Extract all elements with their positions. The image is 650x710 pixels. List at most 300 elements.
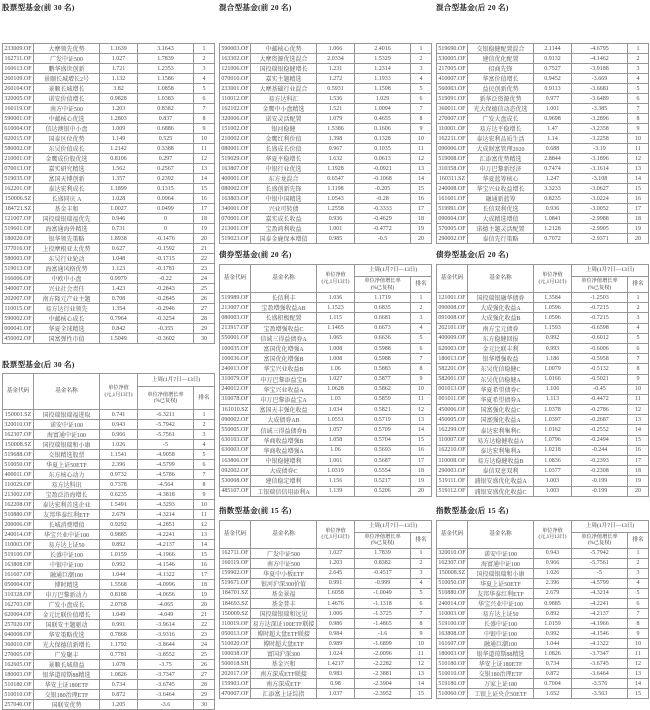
rank-cell: 9 bbox=[628, 629, 649, 639]
fund-name-cell: 工银瑞信信用添利A bbox=[251, 486, 317, 496]
fund-name-cell: 易方达科汇 bbox=[251, 94, 317, 104]
rank-cell: 16 bbox=[411, 194, 432, 204]
rank-cell: 2 bbox=[628, 303, 649, 313]
fund-name-cell: 华宝兴业收益增长 bbox=[468, 184, 534, 194]
table-section-hybrid-bottom20 bbox=[436, 3, 648, 244]
growth-cell: -4.1322 bbox=[572, 639, 628, 649]
growth-cell: -0.5 bbox=[355, 234, 411, 244]
fund-name-cell: 上投摩根亚太优势 bbox=[34, 244, 100, 254]
nav-cell: 0.734 bbox=[534, 659, 572, 669]
nav-cell: 1.113 bbox=[534, 394, 572, 404]
fund-code-cell: 151002.OF bbox=[221, 125, 249, 132]
table-row bbox=[220, 234, 432, 244]
nav-cell: 1.1541 bbox=[100, 450, 138, 460]
header-fund-code: 基金代码 bbox=[437, 265, 468, 293]
growth-cell: -1.2503 bbox=[572, 293, 628, 303]
fund-code-cell: 470007.OF bbox=[220, 689, 251, 699]
header-growth: 单位净值增长率 (%已复权) bbox=[138, 387, 194, 410]
fund-name-cell: 国投瑞银瑞福优先 bbox=[34, 214, 100, 224]
rank-cell: 15 bbox=[628, 184, 649, 194]
fund-name-cell: 华富价值增长 bbox=[468, 74, 534, 84]
rank-cell: 29 bbox=[194, 324, 215, 334]
growth-cell: -4.1966 bbox=[138, 550, 194, 560]
fund-code-cell: 070010.OF bbox=[221, 75, 249, 82]
fund-code-cell: 320005.OF bbox=[4, 95, 32, 102]
fund-code-cell: 180003.OF bbox=[4, 671, 32, 678]
table-row bbox=[220, 689, 432, 699]
table-row bbox=[3, 294, 215, 304]
growth-cell: 3.1643 bbox=[138, 44, 194, 54]
table-row bbox=[437, 394, 649, 404]
table-row bbox=[437, 224, 649, 234]
fund-name-cell: 易方达稳健收益A bbox=[468, 435, 534, 445]
nav-cell: 0.7527 bbox=[534, 64, 572, 74]
rank-cell: 23 bbox=[194, 630, 215, 640]
fund-name-cell: 南方中证500 bbox=[34, 104, 100, 114]
fund-name-cell: 国投瑞银瑞和小康 bbox=[34, 440, 100, 450]
nav-cell: 0.734 bbox=[100, 680, 138, 690]
rank-cell: 4 bbox=[628, 323, 649, 333]
nav-cell: 1.2142 bbox=[100, 144, 138, 154]
fund-name-cell: 宝盈泛沿海增长 bbox=[34, 490, 100, 500]
rank-cell: 14 bbox=[628, 174, 649, 184]
fund-name-cell: 中银中证100 bbox=[468, 629, 534, 639]
rank-cell: 11 bbox=[411, 649, 432, 659]
fund-name-cell: 博时超大盘ETF联接 bbox=[251, 629, 317, 639]
nav-cell: 0.984 bbox=[317, 629, 355, 639]
rank-cell: 30 bbox=[194, 334, 215, 344]
nav-cell: 0.9732 bbox=[100, 470, 138, 480]
fund-code-cell: 510050.OF bbox=[437, 578, 468, 588]
growth-cell: -4.3214 bbox=[572, 588, 628, 598]
fund-code-cell: 519035.OF bbox=[4, 175, 32, 182]
rank-cell: 12 bbox=[411, 405, 432, 415]
table-section-hybrid-top20 bbox=[219, 3, 431, 244]
fund-name-cell: 万家上证180 bbox=[468, 679, 534, 689]
table-row bbox=[3, 184, 215, 194]
table-row bbox=[437, 134, 649, 144]
fund-table bbox=[2, 373, 215, 710]
growth-cell: 1.1586 bbox=[138, 74, 194, 84]
table-row bbox=[220, 174, 432, 184]
table-row bbox=[3, 660, 215, 670]
title-table-gap bbox=[2, 12, 214, 43]
table-row bbox=[220, 84, 432, 94]
rank-cell: 13 bbox=[411, 164, 432, 174]
fund-code-cell: 360011.OF bbox=[437, 104, 468, 114]
rank-cell: 14 bbox=[411, 679, 432, 689]
header-fund-code: 基金代码 bbox=[437, 520, 468, 548]
growth-cell: -4.065 bbox=[138, 600, 194, 610]
fund-code-cell: 161607.OF bbox=[437, 639, 468, 649]
fund-name-cell: 大成精选增值 bbox=[468, 214, 534, 224]
header-fund-name: 基金名称 bbox=[468, 520, 534, 548]
nav-cell: 1.036 bbox=[317, 293, 355, 303]
table-row bbox=[3, 450, 215, 460]
nav-cell: 0.967 bbox=[317, 144, 355, 154]
fund-name-cell: 宝盈增强收益AB bbox=[251, 303, 317, 313]
nav-cell: 0.943 bbox=[534, 548, 572, 558]
table-row bbox=[3, 610, 215, 620]
nav-cell: 1.0027 bbox=[100, 204, 138, 214]
fund-name-cell: 兴业可转债 bbox=[251, 204, 317, 214]
nav-cell: 1.0159 bbox=[100, 550, 138, 560]
nav-cell: 1.0079 bbox=[534, 364, 572, 374]
table-row bbox=[437, 54, 649, 64]
table-row bbox=[3, 264, 215, 274]
rank-cell: 18 bbox=[194, 580, 215, 590]
fund-code-cell: 180013.OF bbox=[437, 354, 468, 364]
fund-name-cell: 中邮核心优势 bbox=[251, 44, 317, 54]
table-row bbox=[437, 598, 649, 608]
table-row bbox=[220, 669, 432, 679]
nav-cell: 1.247 bbox=[534, 174, 572, 184]
rank-cell: 30 bbox=[194, 700, 215, 710]
fund-table bbox=[436, 264, 649, 497]
fund-name-cell: 海富通风格优势 bbox=[34, 264, 100, 274]
table-row bbox=[3, 234, 215, 244]
fund-name-cell: 浦银安盛优化收益C bbox=[468, 486, 534, 496]
fund-code-cell: 213002.OF bbox=[4, 491, 32, 498]
fund-code-cell: 519023.OF bbox=[221, 235, 249, 242]
rank-cell: 7 bbox=[628, 104, 649, 114]
fund-table bbox=[219, 520, 432, 700]
growth-cell: 0.0964 bbox=[138, 194, 194, 204]
fund-name-cell: 东吴价值成长 bbox=[34, 144, 100, 154]
fund-name-cell: 国联安优势 bbox=[34, 700, 100, 710]
nav-cell: 0.731 bbox=[100, 224, 138, 234]
rank-cell: 14 bbox=[411, 174, 432, 184]
rank-cell: 14 bbox=[411, 425, 432, 435]
nav-cell: 1.139 bbox=[317, 486, 355, 496]
header-nav: 单位净值 (元,1月13日) bbox=[317, 265, 355, 293]
growth-cell: -0.6006 bbox=[572, 343, 628, 353]
fund-name-cell: 华夏上证50ETF bbox=[468, 578, 534, 588]
fund-name-cell: 大摩基础行业混合 bbox=[251, 84, 317, 94]
rank-cell: 4 bbox=[411, 74, 432, 84]
table-row bbox=[3, 500, 215, 510]
table-row bbox=[220, 659, 432, 669]
growth-cell: -5.7942 bbox=[138, 420, 194, 430]
nav-cell: 1.006 bbox=[317, 609, 355, 619]
table-title: 混合型基金(前 20 名) bbox=[219, 3, 292, 12]
rank-cell: 7 bbox=[628, 354, 649, 364]
rank-cell: 24 bbox=[194, 274, 215, 284]
nav-cell: 1.0397 bbox=[534, 415, 572, 425]
table-row bbox=[220, 679, 432, 689]
growth-cell: -3.9614 bbox=[138, 620, 194, 630]
fund-code-cell: 000041.OF bbox=[4, 325, 32, 332]
fund-name-cell: 长盛同庆 A bbox=[34, 194, 100, 204]
nav-cell: 2.396 bbox=[534, 578, 572, 588]
fund-code-cell: 040008.OF bbox=[4, 631, 32, 638]
fund-code-cell: 100038.OF bbox=[220, 649, 251, 659]
rank-cell: 8 bbox=[628, 114, 649, 124]
nav-cell: 0.9698 bbox=[534, 114, 572, 124]
fund-name-cell: 金元比联价值增长 bbox=[34, 610, 100, 620]
rank-cell: 22 bbox=[194, 620, 215, 630]
table-row bbox=[3, 570, 215, 580]
table-row bbox=[220, 293, 432, 303]
growth-cell: 0.5693 bbox=[355, 445, 411, 455]
growth-cell: -3.6 bbox=[138, 700, 194, 710]
fund-name-cell: 广发聚丰 bbox=[34, 650, 100, 660]
table-body bbox=[437, 548, 649, 699]
rank-cell: 14 bbox=[628, 425, 649, 435]
fund-name-cell: 国投瑞银融华债券 bbox=[468, 293, 534, 303]
fund-code-cell: 070001.OF bbox=[221, 215, 249, 222]
table-row bbox=[220, 144, 432, 154]
fund-code-cell: 162605.OF bbox=[4, 661, 32, 668]
fund-code-cell: 091008.OF bbox=[437, 313, 468, 323]
rank-cell: 2 bbox=[628, 558, 649, 568]
fund-name-cell: 国投瑞银瑞和小康 bbox=[468, 568, 534, 578]
fund-code-cell: 377016.OF bbox=[4, 245, 32, 252]
rank-cell: 9 bbox=[411, 124, 432, 134]
rank-cell: 6 bbox=[411, 343, 432, 353]
header-nav: 单位净值 (元,1月13日) bbox=[534, 265, 572, 293]
rank-cell: 2 bbox=[194, 420, 215, 430]
nav-cell: 1.2128 bbox=[534, 224, 572, 234]
nav-cell: 2.8844 bbox=[534, 154, 572, 164]
fund-code-cell: 050004.OF bbox=[4, 581, 32, 588]
table-row bbox=[437, 333, 649, 343]
rank-cell: 18 bbox=[411, 466, 432, 476]
table-header bbox=[437, 520, 649, 548]
table-row bbox=[220, 114, 432, 124]
fund-code-cell: 163807.OF bbox=[221, 165, 249, 172]
table-row bbox=[3, 440, 215, 450]
rank-cell: 15 bbox=[194, 550, 215, 560]
growth-cell: -4.1546 bbox=[138, 560, 194, 570]
table-row bbox=[3, 284, 215, 294]
growth-cell: 0.6681 bbox=[355, 313, 411, 323]
fund-name-cell: 嘉实研究精选 bbox=[34, 164, 100, 174]
fund-code-cell: 090006.OF bbox=[438, 145, 466, 152]
fund-name-cell: 华夏平稳增长 bbox=[251, 154, 317, 164]
title-table-gap bbox=[436, 12, 648, 43]
table-row bbox=[437, 689, 649, 699]
fund-code-cell: 202007.OF bbox=[4, 295, 32, 302]
rank-cell: 4 bbox=[628, 74, 649, 84]
fund-name-cell: 大摩领先优势 bbox=[34, 44, 100, 54]
table-row bbox=[220, 598, 432, 608]
table-row bbox=[437, 124, 649, 134]
table-row bbox=[437, 303, 649, 313]
table-row bbox=[437, 323, 649, 333]
nav-cell: 1.06 bbox=[317, 445, 355, 455]
fund-code-cell: 240014.OF bbox=[4, 531, 32, 538]
rank-cell: 15 bbox=[411, 184, 432, 194]
fund-name-cell: 国投瑞银瑞福进取 bbox=[34, 410, 100, 420]
header-rank: 排名 bbox=[628, 277, 649, 293]
nav-cell: 0.98 bbox=[317, 679, 355, 689]
fund-code-cell: 160119.OF bbox=[3, 104, 34, 114]
nav-cell: 1.149 bbox=[100, 134, 138, 144]
table-section-stock-bottom30 bbox=[2, 360, 214, 710]
fund-code-cell: 020015.OF bbox=[4, 135, 32, 142]
growth-cell: 0 bbox=[138, 214, 194, 224]
nav-cell: 1.14 bbox=[534, 134, 572, 144]
fund-name-cell: 大成强化收益A bbox=[468, 303, 534, 313]
table-section-bond-bottom20 bbox=[436, 250, 648, 497]
fund-name-cell: 大成财富管理2020 bbox=[468, 144, 534, 154]
fund-code-cell: 110003.OF bbox=[437, 609, 468, 619]
table-body bbox=[3, 410, 215, 710]
table-row bbox=[3, 430, 215, 440]
rank-cell: 15 bbox=[411, 435, 432, 445]
fund-name-cell: 东吴优信稳健A bbox=[468, 374, 534, 384]
nav-cell: 0.741 bbox=[100, 410, 138, 420]
nav-cell: 1.001 bbox=[317, 224, 355, 234]
rank-cell: 2 bbox=[628, 54, 649, 64]
fund-name-cell: 友邦华泰红利ETF bbox=[468, 588, 534, 598]
growth-cell: 0.1328 bbox=[355, 134, 411, 144]
growth-cell: -1.1318 bbox=[355, 598, 411, 608]
growth-cell: -3.7347 bbox=[138, 670, 194, 680]
fund-code-cell: 310358.OF bbox=[438, 165, 466, 172]
rank-cell: 22 bbox=[194, 254, 215, 264]
rank-cell: 1 bbox=[411, 548, 432, 558]
fund-code-cell: 590001.OF bbox=[4, 115, 32, 122]
fund-name-cell: 金鹰中小盘精选 bbox=[251, 104, 317, 114]
rank-cell: 17 bbox=[411, 456, 432, 466]
rank-cell: 8 bbox=[411, 114, 432, 124]
fund-code-cell: 121001.OF bbox=[437, 293, 468, 303]
growth-cell: -0.4517 bbox=[355, 568, 411, 578]
growth-cell: -4.1322 bbox=[138, 570, 194, 580]
fund-code-cell: 210001.OF bbox=[4, 155, 32, 162]
nav-cell: 0.9979 bbox=[100, 274, 138, 284]
nav-cell: 0.9885 bbox=[534, 598, 572, 608]
fund-name-cell: 诺安中证100 bbox=[34, 420, 100, 430]
fund-code-cell: 450006.OF bbox=[437, 405, 468, 415]
nav-cell: 0.872 bbox=[534, 669, 572, 679]
fund-code-cell: 270007.OF bbox=[438, 115, 466, 122]
table-row bbox=[3, 490, 215, 500]
fund-code-cell: 001013.OF bbox=[437, 384, 468, 394]
rank-cell: 2 bbox=[411, 54, 432, 64]
fund-code-cell: 150001.SZ bbox=[3, 410, 34, 420]
rank-cell: 2 bbox=[194, 54, 215, 64]
growth-cell: -0.1781 bbox=[138, 264, 194, 274]
fund-table bbox=[219, 43, 432, 244]
fund-code-cell: 110029.OF bbox=[3, 480, 34, 490]
nav-cell: 0.966 bbox=[100, 430, 138, 440]
table-row bbox=[437, 354, 649, 364]
table-row bbox=[220, 313, 432, 323]
fund-code-cell: 090002.OF bbox=[220, 415, 251, 425]
growth-cell: -2.3904 bbox=[355, 679, 411, 689]
rank-cell: 15 bbox=[628, 689, 649, 699]
table-row bbox=[437, 486, 649, 496]
nav-cell: 0.892 bbox=[534, 609, 572, 619]
growth-cell: 0.5554 bbox=[355, 466, 411, 476]
rank-cell: 8 bbox=[411, 364, 432, 374]
growth-cell: -3.6745 bbox=[138, 680, 194, 690]
nav-cell: 0.986 bbox=[317, 619, 355, 629]
fund-name-cell: 国富强化收益A bbox=[468, 415, 534, 425]
rank-cell: 13 bbox=[411, 669, 432, 679]
growth-cell: 0.6673 bbox=[355, 323, 411, 333]
table-row bbox=[437, 456, 649, 466]
nav-cell: 1.205 bbox=[100, 700, 138, 710]
fund-code-cell: 001011.OF bbox=[437, 394, 468, 404]
fund-code-cell: 240013.OF bbox=[220, 364, 251, 374]
growth-cell: -0.1715 bbox=[138, 254, 194, 264]
nav-cell: 1.5491 bbox=[100, 500, 138, 510]
growth-cell: 0.297 bbox=[138, 154, 194, 164]
growth-cell: -0.45 bbox=[572, 384, 628, 394]
growth-cell: -4.1462 bbox=[572, 54, 628, 64]
header-fund-name: 基金名称 bbox=[251, 265, 317, 293]
table-row bbox=[3, 470, 215, 480]
growth-cell: -4.9058 bbox=[138, 450, 194, 460]
rank-cell: 8 bbox=[628, 619, 649, 629]
fund-code-cell: 519688.OF bbox=[4, 451, 32, 458]
nav-cell: 0.991 bbox=[317, 578, 355, 588]
fund-code-cell: 150006.SZ bbox=[3, 194, 34, 204]
growth-cell: 0.5988 bbox=[355, 354, 411, 364]
table-row bbox=[220, 214, 432, 224]
fund-code-cell: 162211.OF bbox=[437, 134, 468, 144]
nav-cell: 1.058 bbox=[317, 435, 355, 445]
nav-cell: 0.5931 bbox=[317, 84, 355, 94]
table-row bbox=[3, 114, 215, 124]
fund-name-cell: 光大保德信动态优选 bbox=[468, 104, 534, 114]
fund-code-cell: 400011.OF bbox=[3, 470, 34, 480]
fund-name-cell: 交银180治理ETF bbox=[468, 669, 534, 679]
header-growth: 单位净值增长率 (%已复权) bbox=[355, 532, 411, 548]
table-row bbox=[437, 44, 649, 54]
fund-name-cell: 国投瑞银稳健增长 bbox=[251, 64, 317, 74]
table-row bbox=[3, 274, 215, 284]
growth-cell: -0.6012 bbox=[572, 333, 628, 343]
rank-cell: 3 bbox=[628, 313, 649, 323]
table-row bbox=[437, 659, 649, 669]
fund-code-cell: 150009.SZ bbox=[220, 609, 251, 619]
table-row bbox=[437, 184, 649, 194]
fund-code-cell: 110019.OF bbox=[220, 619, 251, 629]
fund-code-cell: 240012.OF bbox=[220, 384, 251, 394]
rank-cell: 24 bbox=[194, 640, 215, 650]
fund-name-cell: 长盛创新先锋 bbox=[251, 184, 317, 194]
nav-cell: 1.47 bbox=[534, 124, 572, 134]
fund-code-cell: 360010.OF bbox=[4, 641, 32, 648]
table-row bbox=[3, 600, 215, 610]
rank-cell: 13 bbox=[628, 164, 649, 174]
nav-cell: 0.7964 bbox=[100, 314, 138, 324]
table-body bbox=[3, 44, 215, 344]
header-period: 上周(1月7日—13日) bbox=[355, 265, 432, 277]
growth-cell: 0.8382 bbox=[138, 104, 194, 114]
fund-name-cell: 银河稳健 bbox=[251, 124, 317, 134]
growth-cell: 0.5883 bbox=[355, 364, 411, 374]
nav-cell: 1.061 bbox=[317, 456, 355, 466]
fund-name-cell: 长盛中证100 bbox=[468, 619, 534, 629]
nav-cell: 3.82 bbox=[100, 84, 138, 94]
rank-cell: 12 bbox=[628, 405, 649, 415]
fund-name-cell: 大成债券C bbox=[251, 466, 317, 476]
fund-table bbox=[2, 43, 215, 344]
table-row bbox=[220, 588, 432, 598]
rank-cell: 1 bbox=[628, 44, 649, 54]
nav-cell: 1.001 bbox=[534, 104, 572, 114]
rank-cell: 19 bbox=[194, 590, 215, 600]
rank-cell: 12 bbox=[194, 520, 215, 530]
fund-code-cell: 400009.OF bbox=[437, 333, 468, 343]
nav-cell: 2.396 bbox=[100, 460, 138, 470]
